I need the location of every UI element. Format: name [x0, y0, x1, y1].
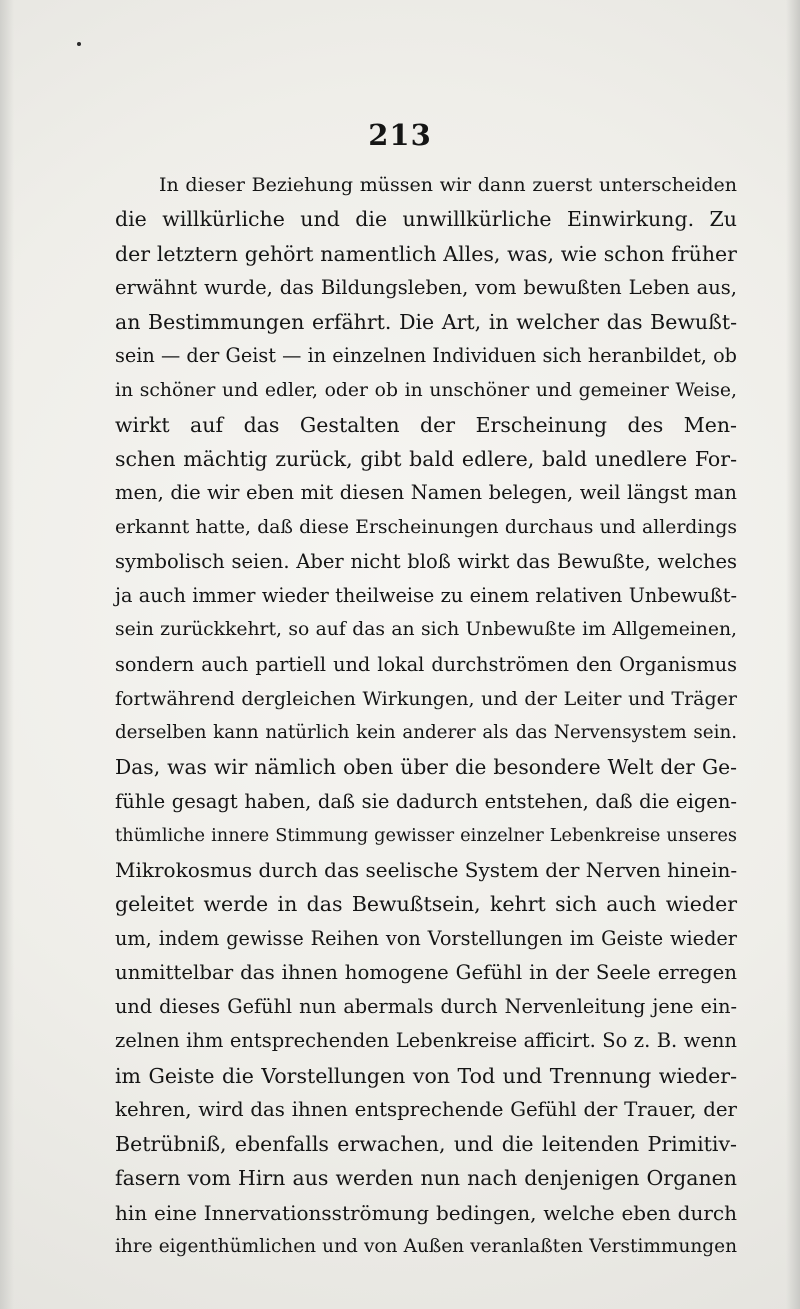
text-line: In dieser Beziehung müssen wir dann zuerst unterscheiden	[159, 174, 737, 196]
text-line: zelnen ihm entsprechenden Lebenkreise afficirt. So z. B. wenn	[115, 1029, 737, 1053]
text-line: sein zurückkehrt, so auf das an sich Unbewußte im Allgemeinen,	[115, 619, 737, 641]
text-line: thümliche innere Stimmung gewisser einzelner Lebenkreise unseres	[115, 825, 737, 846]
body-text	[115, 168, 737, 1264]
text-line: erwähnt wurde, das Bildungsleben, vom bewußten Leben aus,	[115, 275, 737, 299]
text-line: erkannt hatte, daß diese Erscheinungen durchaus und allerdings	[115, 516, 737, 538]
text-line: um, indem gewisse Reihen von Vorstellungen im Geiste wieder	[115, 926, 737, 950]
text-line: an Bestimmungen erfährt. Die Art, in welcher das Bewußt-	[115, 310, 737, 334]
text-line: derselben kann natürlich kein anderer als das Nervensystem sein.	[115, 722, 737, 743]
ink-speck	[77, 42, 81, 46]
page-number: 213	[368, 118, 432, 152]
text-line: unmittelbar das ihnen homogene Gefühl in der Seele erregen	[115, 960, 737, 984]
text-line: fühle gesagt haben, daß sie dadurch entstehen, daß die eigen-	[115, 789, 737, 813]
text-line: sein — der Geist — in einzelnen Individuen sich heranbildet, ob	[115, 344, 737, 368]
text-line: die willkürliche und die unwillkürliche Einwirkung. Zu	[115, 207, 737, 232]
text-line: kehren, wird das ihnen entsprechende Gefühl der Trauer, der	[115, 1097, 737, 1121]
text-line: symbolisch seien. Aber nicht bloß wirkt das Bewußte, welches	[115, 549, 737, 573]
text-line: men, die wir eben mit diesen Namen belegen, weil längst man	[115, 481, 737, 505]
text-line: fortwährend dergleichen Wirkungen, und der Leiter und Träger	[115, 687, 737, 710]
text-line: ihre eigenthümlichen und von Außen veranlaßten Verstimmungen	[115, 1235, 737, 1257]
text-line: der letztern gehört namentlich Alles, was, wie schon früher	[115, 241, 737, 266]
text-line: fasern vom Hirn aus werden nun nach denjenigen Organen	[115, 1166, 737, 1191]
text-line: Betrübniß, ebenfalls erwachen, und die leitenden Primitiv-	[115, 1132, 737, 1156]
text-line: hin eine Innervationsströmung bedingen, welche eben durch	[115, 1200, 737, 1225]
text-line: sondern auch partiell und lokal durchströmen den Organismus	[115, 652, 737, 676]
text-line: Das, was wir nämlich oben über die besondere Welt der Ge-	[115, 755, 737, 780]
text-line: geleitet werde in das Bewußtsein, kehrt sich auch wieder	[115, 892, 737, 917]
text-line: ja auch immer wieder theilweise zu einem relativen Unbewußt-	[115, 584, 737, 607]
text-line: und dieses Gefühl nun abermals durch Nervenleitung jene ein-	[115, 995, 737, 1018]
text-line: in schöner und edler, oder ob in unschöner und gemeiner Weise,	[115, 379, 737, 401]
page-edge-shadow-left	[0, 0, 14, 1309]
text-line: im Geiste die Vorstellungen von Tod und Trennung wieder-	[115, 1063, 737, 1088]
text-line: wirkt auf das Gestalten der Erscheinung des Men-	[115, 412, 737, 437]
text-line: schen mächtig zurück, gibt bald edlere, bald unedlere For-	[115, 447, 737, 471]
page-edge-shadow-right	[786, 0, 800, 1309]
text-line: Mikrokosmus durch das seelische System der Nerven hinein-	[115, 858, 738, 882]
